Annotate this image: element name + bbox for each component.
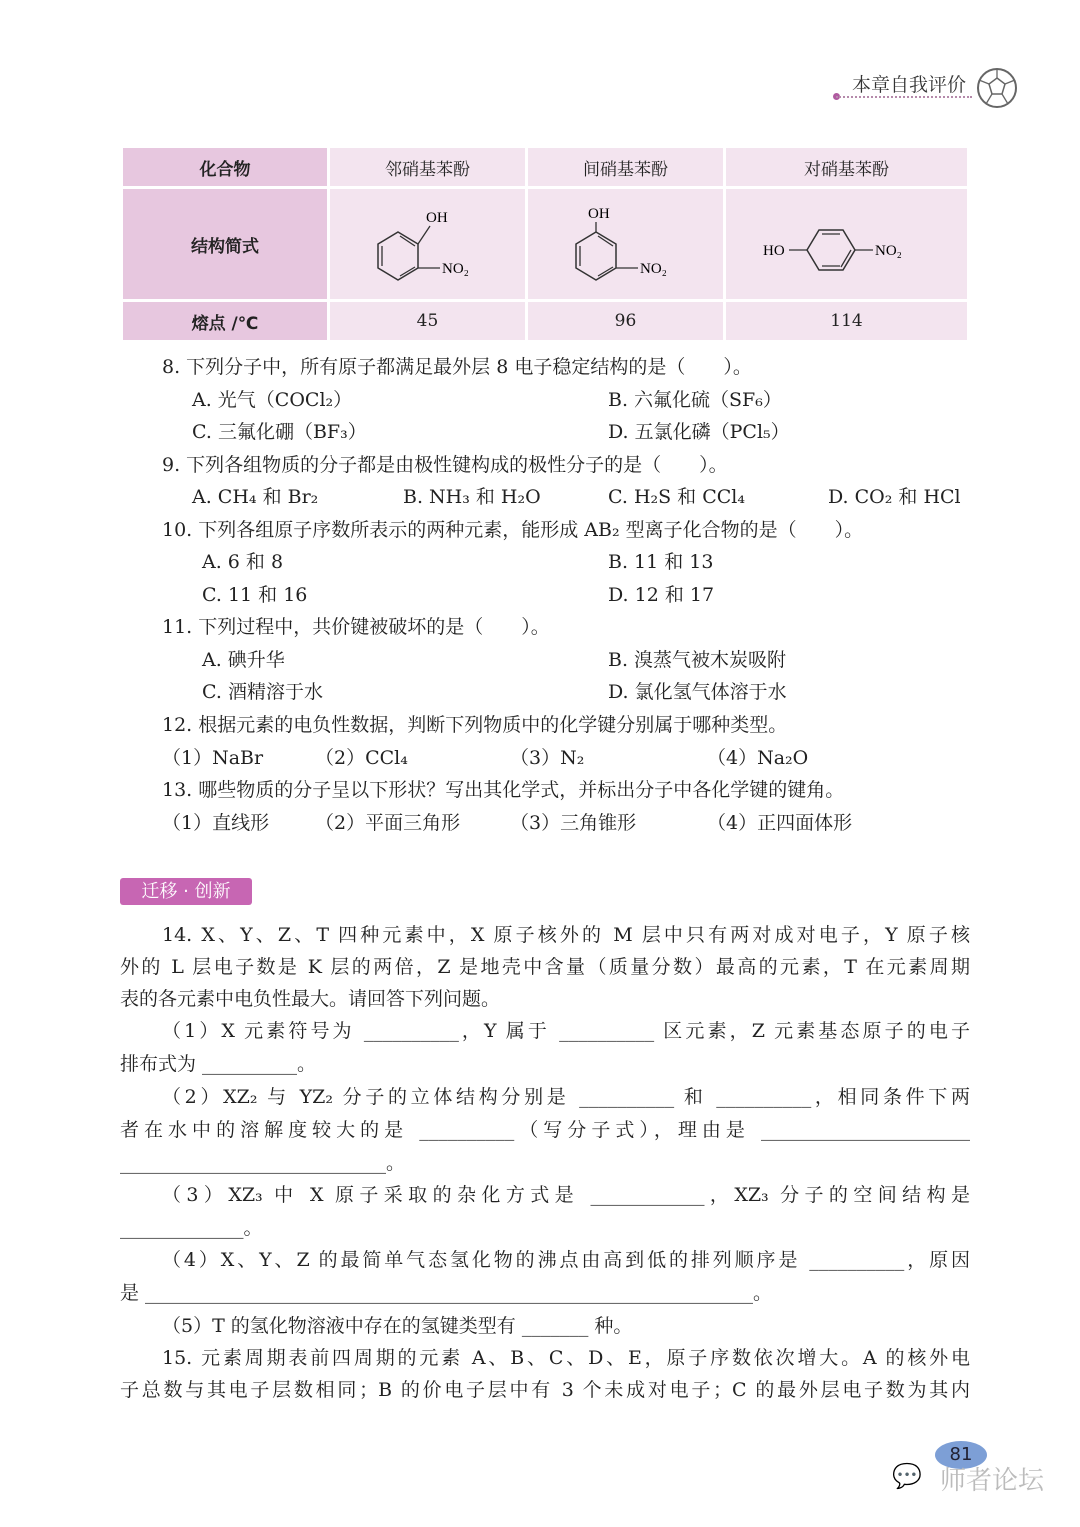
section-badge: 迁移 · 创新 — [120, 878, 252, 905]
ortho-structure — [329, 188, 527, 301]
q14-part3: （3）XZ₃ 中 X 原子采取的杂化方式是 ____________，XZ₃ 分子的空间结构是 — [162, 1184, 970, 1206]
oh-label: OH — [425, 209, 448, 226]
nitrophenol-table — [120, 145, 970, 343]
item-12-3: （3）N₂ — [510, 747, 585, 769]
option-10c: C. 11 和 16 — [202, 584, 308, 606]
q14-part2-cont: ____________________________。 — [120, 1152, 406, 1174]
meta-structure — [527, 188, 725, 301]
option-11b: B. 溴蒸气被木炭吸附 — [608, 649, 787, 671]
chapter-header: 本章自我评价 — [852, 74, 967, 96]
option-8b: B. 六氟化硫（SF₆） — [608, 389, 782, 411]
header-divider — [836, 96, 972, 98]
header-meta: 间硝基苯酚 — [527, 147, 725, 188]
item-13-2: （2）平面三角形 — [315, 812, 461, 834]
mp-meta: 96 — [527, 301, 725, 342]
header-para: 对硝基苯酚 — [725, 147, 969, 188]
option-11c: C. 酒精溶于水 — [202, 681, 323, 703]
ho-label: HO — [762, 242, 785, 259]
q14-part4-cont: 是 ________________________________________________________________。 — [120, 1282, 773, 1304]
row-structure-label: 结构简式 — [122, 188, 329, 301]
question-8: 8. 下列分子中，所有原子都满足最外层 8 电子稳定结构的是（ ）。 — [162, 356, 752, 378]
q14-part5: （5）T 的氢化物溶液中存在的氢键类型有 _______ 种。 — [162, 1315, 633, 1337]
watermark: 师者论坛 — [940, 1466, 1045, 1496]
option-9a: A. CH₄ 和 Br₂ — [192, 486, 319, 508]
question-10: 10. 下列各组原子序数所表示的两种元素，能形成 AB₂ 型离子化合物的是（ ）。 — [162, 519, 864, 541]
q14-part4: （4）X、Y、Z 的最简单气态氢化物的沸点由高到低的排列顺序是 __________，原因 — [162, 1249, 970, 1271]
item-13-1: （1）直线形 — [162, 812, 270, 834]
q15-line: 子总数与其电子层数相同；B 的价电子层中有 3 个未成对电子；C 的最外层电子数为其内 — [120, 1379, 970, 1401]
option-10b: B. 11 和 13 — [608, 551, 714, 573]
item-12-1: （1）NaBr — [162, 747, 264, 769]
option-10a: A. 6 和 8 — [202, 551, 284, 573]
item-12-4: （4）Na₂O — [707, 747, 809, 769]
q14-line: 14. X、Y、Z、T 四种元素中，X 原子核外的 M 层中只有两对成对电子，Y 原子核 — [162, 924, 970, 946]
q14-part2: （2）XZ₂ 与 YZ₂ 分子的立体结构分别是 __________ 和 __________，相同条件下两 — [162, 1086, 970, 1108]
no2-label: NO₂ — [639, 260, 667, 277]
option-8c: C. 三氟化硼（BF₃） — [192, 421, 367, 443]
q14-part2-cont: 者在水中的溶解度较大的是 __________（写分子式），理由是 ______________________ — [120, 1119, 970, 1141]
mp-ortho: 45 — [329, 301, 527, 342]
q15-line: 15. 元素周期表前四周期的元素 A、B、C、D、E，原子序数依次增大。A 的核外电 — [162, 1347, 970, 1369]
page-number: 81 — [935, 1441, 987, 1469]
q14-part1: （1）X 元素符号为 __________，Y 属于 __________ 区元素，Z 元素基态原子的电子 — [162, 1020, 970, 1042]
row-mp-label: 熔点 /℃ — [122, 301, 329, 342]
option-8a: A. 光气（COCl₂） — [192, 389, 353, 411]
option-8d: D. 五氯化磷（PCl₅） — [608, 421, 790, 443]
option-9c: C. H₂S 和 CCl₄ — [608, 486, 745, 508]
wechat-icon: 💬 — [892, 1462, 922, 1490]
q14-line: 外的 L 层电子数是 K 层的两倍，Z 是地壳中含量（质量分数）最高的元素，T 在元素周期 — [120, 956, 970, 978]
header-ortho: 邻硝基苯酚 — [329, 147, 527, 188]
option-11a: A. 碘升华 — [202, 649, 285, 671]
option-10d: D. 12 和 17 — [608, 584, 715, 606]
q14-line: 表的各元素中电负性最大。请回答下列问题。 — [120, 988, 501, 1010]
question-9: 9. 下列各组物质的分子都是由极性键构成的极性分子的是（ ）。 — [162, 454, 728, 476]
item-13-4: （4）正四面体形 — [707, 812, 853, 834]
question-11: 11. 下列过程中，共价键被破坏的是（ ）。 — [162, 616, 550, 638]
question-13: 13. 哪些物质的分子呈以下形状？写出其化学式，并标出分子中各化学键的键角。 — [162, 779, 845, 801]
q14-part1-cont: 排布式为 __________。 — [120, 1053, 317, 1075]
question-12: 12. 根据元素的电负性数据，判断下列物质中的化学键分别属于哪种类型。 — [162, 714, 788, 736]
q14-part3-cont: _____________。 — [120, 1217, 263, 1239]
no2-label: NO₂ — [874, 242, 902, 259]
mp-para: 114 — [725, 301, 969, 342]
option-9b: B. NH₃ 和 H₂O — [403, 486, 541, 508]
para-structure — [725, 188, 969, 301]
fullerene-icon — [975, 66, 1019, 110]
item-13-3: （3）三角锥形 — [510, 812, 637, 834]
no2-label: NO₂ — [441, 260, 469, 277]
option-11d: D. 氯化氢气体溶于水 — [608, 681, 787, 703]
option-9d: D. CO₂ 和 HCl — [828, 486, 961, 508]
header-compound: 化合物 — [122, 147, 329, 188]
oh-label: OH — [587, 205, 610, 222]
item-12-2: （2）CCl₄ — [315, 747, 408, 769]
